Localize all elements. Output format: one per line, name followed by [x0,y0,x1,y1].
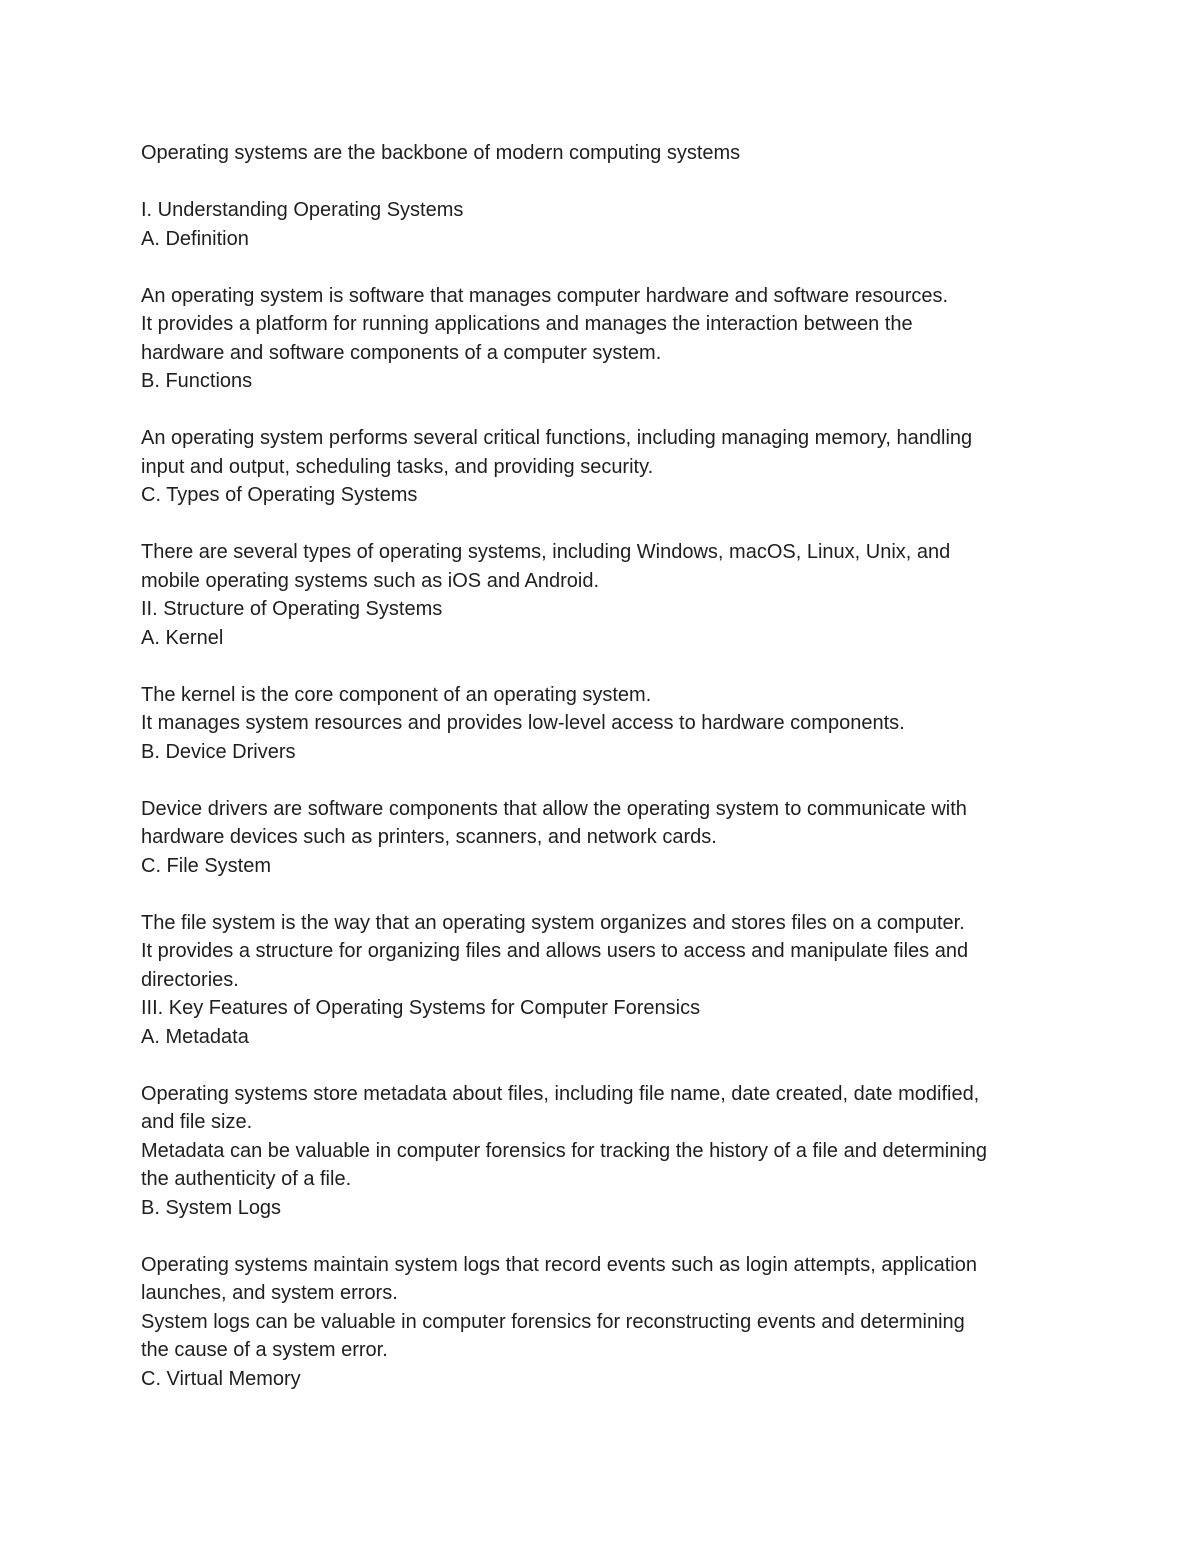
document-body [141,139,1071,1393]
section-2-heading: II. Structure of Operating Systems [141,598,443,620]
blank-line [141,168,1071,197]
blank-line [141,880,1071,909]
blank-line [141,1222,1071,1251]
section-3-heading: III. Key Features of Operating Systems for Computer Forensics [141,997,701,1019]
section-2a-line: The kernel is the core component of an operating system. [141,683,652,706]
section-3a-line: Operating systems store metadata about files, including file name, date created, date modified, [141,1082,980,1105]
section-1a-line: hardware and software components of a computer system. [141,341,662,364]
section-3a-line: and file size. [141,1111,253,1133]
blank-line [141,1051,1071,1080]
section-1c-line: There are several types of operating systems, including Windows, macOS, Linux, Unix, and [141,541,951,563]
section-2c-line: It provides a structure for organizing files and allows users to access and manipulate files and [141,940,969,962]
blank-line [141,766,1071,795]
section-2c-line: The file system is the way that an operating system organizes and stores files on a computer. [141,911,965,934]
blank-line [141,396,1071,425]
section-2a-line: It manages system resources and provides low-level access to hardware components. [141,712,905,734]
section-3b-line: System logs can be valuable in computer forensics for reconstructing events and determining [141,1310,965,1333]
section-2a-heading: A. Kernel [141,626,224,649]
section-3b-line: the cause of a system error. [141,1339,388,1361]
blank-line [141,253,1071,282]
section-3b-line: launches, and system errors. [141,1282,398,1304]
section-3a-heading: A. Metadata [141,1025,249,1048]
section-1b-heading: B. Functions [141,370,253,392]
section-1-heading: I. Understanding Operating Systems [141,199,464,221]
section-1c-heading: C. Types of Operating Systems [141,484,418,506]
section-1c-line: mobile operating systems such as iOS and Android. [141,569,600,592]
section-2c-heading: C. File System [141,854,272,877]
section-1a-line: An operating system is software that manages computer hardware and software resources. [141,284,949,307]
section-1a-heading: A. Definition [141,227,249,250]
section-1a-line: It provides a platform for running applications and manages the interaction between the [141,313,913,335]
section-3a-line: the authenticity of a file. [141,1168,352,1190]
section-3b-line: Operating systems maintain system logs that record events such as login attempts, application [141,1253,977,1276]
blank-line [141,510,1071,539]
section-3c-heading: C. Virtual Memory [141,1367,301,1390]
blank-line [141,652,1071,681]
section-2b-line: Device drivers are software components that allow the operating system to communicate with [141,797,967,820]
section-2b-heading: B. Device Drivers [141,740,296,763]
document-title: Operating systems are the backbone of modern computing systems [141,142,741,164]
section-2b-line: hardware devices such as printers, scanners, and network cards. [141,826,717,848]
section-3b-heading: B. System Logs [141,1196,282,1219]
section-1b-line: input and output, scheduling tasks, and providing security. [141,455,654,478]
section-1b-line: An operating system performs several critical functions, including managing memory, handling [141,427,973,449]
section-2c-line: directories. [141,968,239,991]
section-3a-line: Metadata can be valuable in computer forensics for tracking the history of a file and determining [141,1139,988,1162]
